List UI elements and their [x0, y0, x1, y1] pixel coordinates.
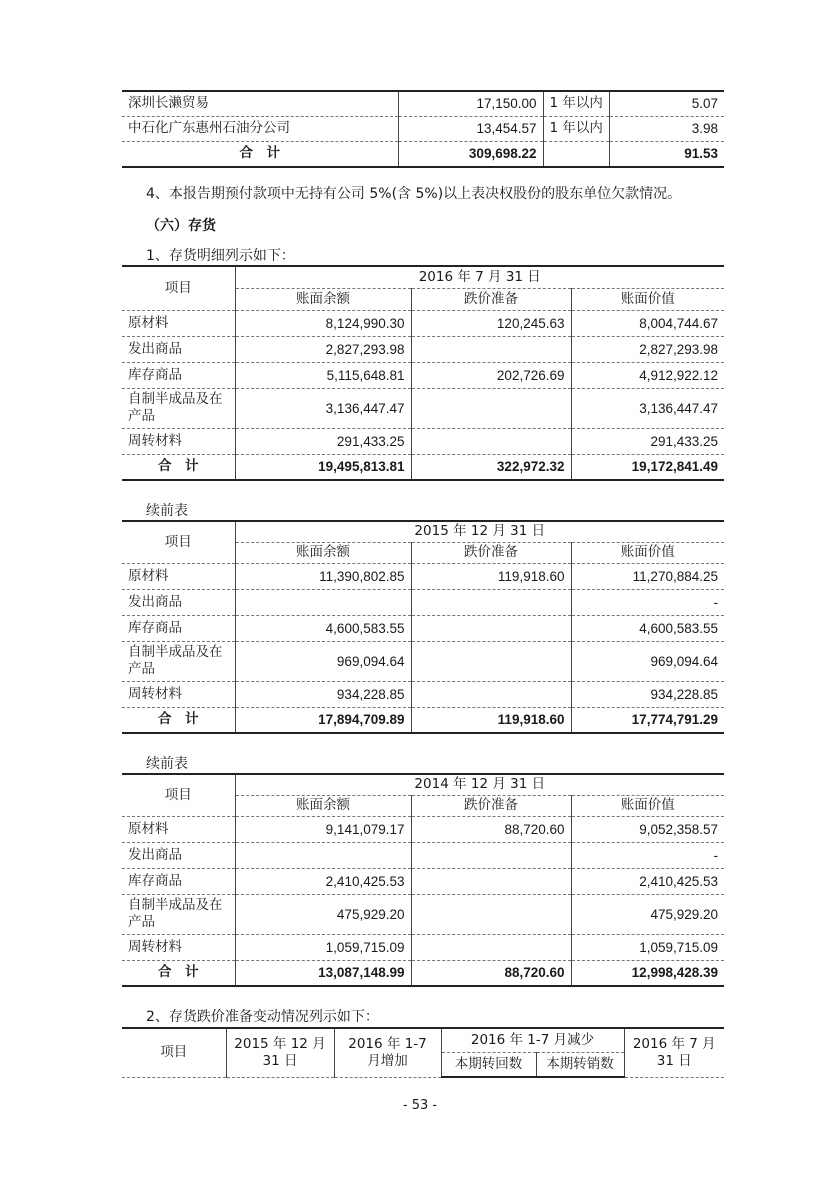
provision	[411, 615, 571, 641]
item-name: 周转材料	[122, 681, 235, 707]
header-provision: 跌价准备	[411, 795, 571, 816]
header-end-date: 2016 年 7 月 31 日	[624, 1028, 724, 1077]
header-row	[122, 774, 724, 795]
header-start-date: 2015 年 12 月 31 日	[226, 1028, 334, 1077]
inventory-table-2016-07	[122, 265, 724, 481]
header-item: 项目	[122, 1028, 226, 1077]
amount: 13,454.57	[398, 116, 543, 141]
book-value: 4,912,922.12	[571, 362, 724, 388]
total-provision: 88,720.60	[411, 960, 571, 986]
header-reversal: 本期转回数	[441, 1052, 536, 1077]
header-item: 项目	[122, 521, 235, 563]
item-name: 原材料	[122, 816, 235, 842]
table-row	[122, 428, 724, 454]
total-amount: 309,698.22	[398, 141, 543, 167]
table-row	[122, 681, 724, 707]
table-row	[122, 641, 724, 681]
header-book-value: 账面价值	[571, 795, 724, 816]
table-row	[122, 934, 724, 960]
book-balance	[235, 842, 411, 868]
item-name: 自制半成品及在产品	[122, 894, 235, 934]
total-book-balance: 19,495,813.81	[235, 454, 411, 480]
total-row	[122, 707, 724, 733]
provision: 202,726.69	[411, 362, 571, 388]
item-name: 发出商品	[122, 336, 235, 362]
provision: 119,918.60	[411, 563, 571, 589]
item-name: 原材料	[122, 563, 235, 589]
continued-label: 续前表	[146, 756, 188, 772]
total-book-value: 12,998,428.39	[571, 960, 724, 986]
provision	[411, 934, 571, 960]
book-balance: 4,600,583.55	[235, 615, 411, 641]
percentage: 3.98	[609, 116, 724, 141]
company-name: 中石化广东惠州石油分公司	[122, 116, 398, 141]
inventory-table-2014-12	[122, 773, 724, 987]
header-item: 项目	[122, 266, 235, 310]
total-book-value: 17,774,791.29	[571, 707, 724, 733]
header-book-balance: 账面余额	[235, 795, 411, 816]
book-balance: 2,410,425.53	[235, 868, 411, 894]
book-value: 969,094.64	[571, 641, 724, 681]
amount: 17,150.00	[398, 91, 543, 116]
table-row	[122, 615, 724, 641]
section-heading: （六）存货	[146, 218, 216, 234]
header-decrease: 2016 年 1-7 月减少	[441, 1028, 624, 1052]
book-value: 2,410,425.53	[571, 868, 724, 894]
item-2-heading: 2、存货跌价准备变动情况列示如下：	[146, 1009, 379, 1025]
header-writeoff: 本期转销数	[536, 1052, 624, 1077]
age: 1 年以内	[543, 116, 609, 141]
header-row	[122, 1028, 724, 1052]
item-name: 自制半成品及在产品	[122, 641, 235, 681]
percentage: 5.07	[609, 91, 724, 116]
total-row	[122, 960, 724, 986]
header-date: 2016 年 7 月 31 日	[235, 266, 724, 288]
table-row	[122, 816, 724, 842]
header-row	[122, 266, 724, 288]
table-row	[122, 563, 724, 589]
provision	[411, 681, 571, 707]
item-name: 周转材料	[122, 934, 235, 960]
table-row	[122, 362, 724, 388]
total-provision: 322,972.32	[411, 454, 571, 480]
book-balance: 475,929.20	[235, 894, 411, 934]
note-4: 4、本报告期预付款项中无持有公司 5%(含 5%)以上表决权股份的股东单位欠款情况。	[146, 186, 682, 202]
book-value: 4,600,583.55	[571, 615, 724, 641]
book-balance: 291,433.25	[235, 428, 411, 454]
item-name: 库存商品	[122, 362, 235, 388]
book-balance: 8,124,990.30	[235, 310, 411, 336]
header-date: 2014 年 12 月 31 日	[235, 774, 724, 795]
table-row	[122, 589, 724, 615]
table-row	[122, 336, 724, 362]
item-name: 库存商品	[122, 868, 235, 894]
header-book-balance: 账面余额	[235, 288, 411, 310]
header-item: 项目	[122, 774, 235, 816]
provision	[411, 589, 571, 615]
header-row	[122, 521, 724, 542]
header-provision: 跌价准备	[411, 542, 571, 563]
book-balance: 969,094.64	[235, 641, 411, 681]
company-name: 深圳长濑贸易	[122, 91, 398, 116]
total-row	[122, 141, 724, 167]
item-name: 发出商品	[122, 842, 235, 868]
book-value: 9,052,358.57	[571, 816, 724, 842]
item-name: 原材料	[122, 310, 235, 336]
total-book-value: 19,172,841.49	[571, 454, 724, 480]
header-book-balance: 账面余额	[235, 542, 411, 563]
age: 1 年以内	[543, 91, 609, 116]
book-balance: 2,827,293.98	[235, 336, 411, 362]
provision	[411, 388, 571, 428]
book-balance: 5,115,648.81	[235, 362, 411, 388]
total-percentage: 91.53	[609, 141, 724, 167]
book-value: 3,136,447.47	[571, 388, 724, 428]
book-value: 8,004,744.67	[571, 310, 724, 336]
empty-cell	[543, 141, 609, 167]
table-row	[122, 894, 724, 934]
table-row	[122, 310, 724, 336]
provision	[411, 336, 571, 362]
book-value: 2,827,293.98	[571, 336, 724, 362]
book-value: 475,929.20	[571, 894, 724, 934]
item-name: 发出商品	[122, 589, 235, 615]
table-row	[122, 116, 724, 141]
table-row	[122, 91, 724, 116]
header-provision: 跌价准备	[411, 288, 571, 310]
prepayment-table	[122, 90, 724, 168]
total-label: 合 计	[122, 707, 235, 733]
header-date: 2015 年 12 月 31 日	[235, 521, 724, 542]
total-book-balance: 13,087,148.99	[235, 960, 411, 986]
book-balance	[235, 589, 411, 615]
book-value: -	[571, 842, 724, 868]
total-book-balance: 17,894,709.89	[235, 707, 411, 733]
book-balance: 11,390,802.85	[235, 563, 411, 589]
table-row	[122, 868, 724, 894]
book-balance: 1,059,715.09	[235, 934, 411, 960]
provision	[411, 842, 571, 868]
table-row	[122, 842, 724, 868]
book-balance: 934,228.85	[235, 681, 411, 707]
total-label: 合 计	[122, 960, 235, 986]
item-name: 库存商品	[122, 615, 235, 641]
item-name: 自制半成品及在产品	[122, 388, 235, 428]
total-label: 合 计	[122, 454, 235, 480]
continued-label: 续前表	[146, 503, 188, 519]
total-label: 合 计	[122, 141, 398, 167]
provision-change-table	[122, 1027, 724, 1078]
book-value: 1,059,715.09	[571, 934, 724, 960]
total-provision: 119,918.60	[411, 707, 571, 733]
item-name: 周转材料	[122, 428, 235, 454]
total-row	[122, 454, 724, 480]
header-book-value: 账面价值	[571, 288, 724, 310]
provision: 120,245.63	[411, 310, 571, 336]
book-value: 934,228.85	[571, 681, 724, 707]
header-increase: 2016 年 1-7 月增加	[334, 1028, 441, 1077]
table-row	[122, 388, 724, 428]
header-book-value: 账面价值	[571, 542, 724, 563]
provision	[411, 868, 571, 894]
book-value: 11,270,884.25	[571, 563, 724, 589]
book-balance: 3,136,447.47	[235, 388, 411, 428]
provision	[411, 641, 571, 681]
provision: 88,720.60	[411, 816, 571, 842]
book-balance: 9,141,079.17	[235, 816, 411, 842]
item-1-heading: 1、存货明细列示如下：	[146, 248, 295, 264]
inventory-table-2015-12	[122, 520, 724, 734]
book-value: -	[571, 589, 724, 615]
page-number: - 53 -	[402, 1098, 438, 1113]
book-value: 291,433.25	[571, 428, 724, 454]
provision	[411, 894, 571, 934]
provision	[411, 428, 571, 454]
